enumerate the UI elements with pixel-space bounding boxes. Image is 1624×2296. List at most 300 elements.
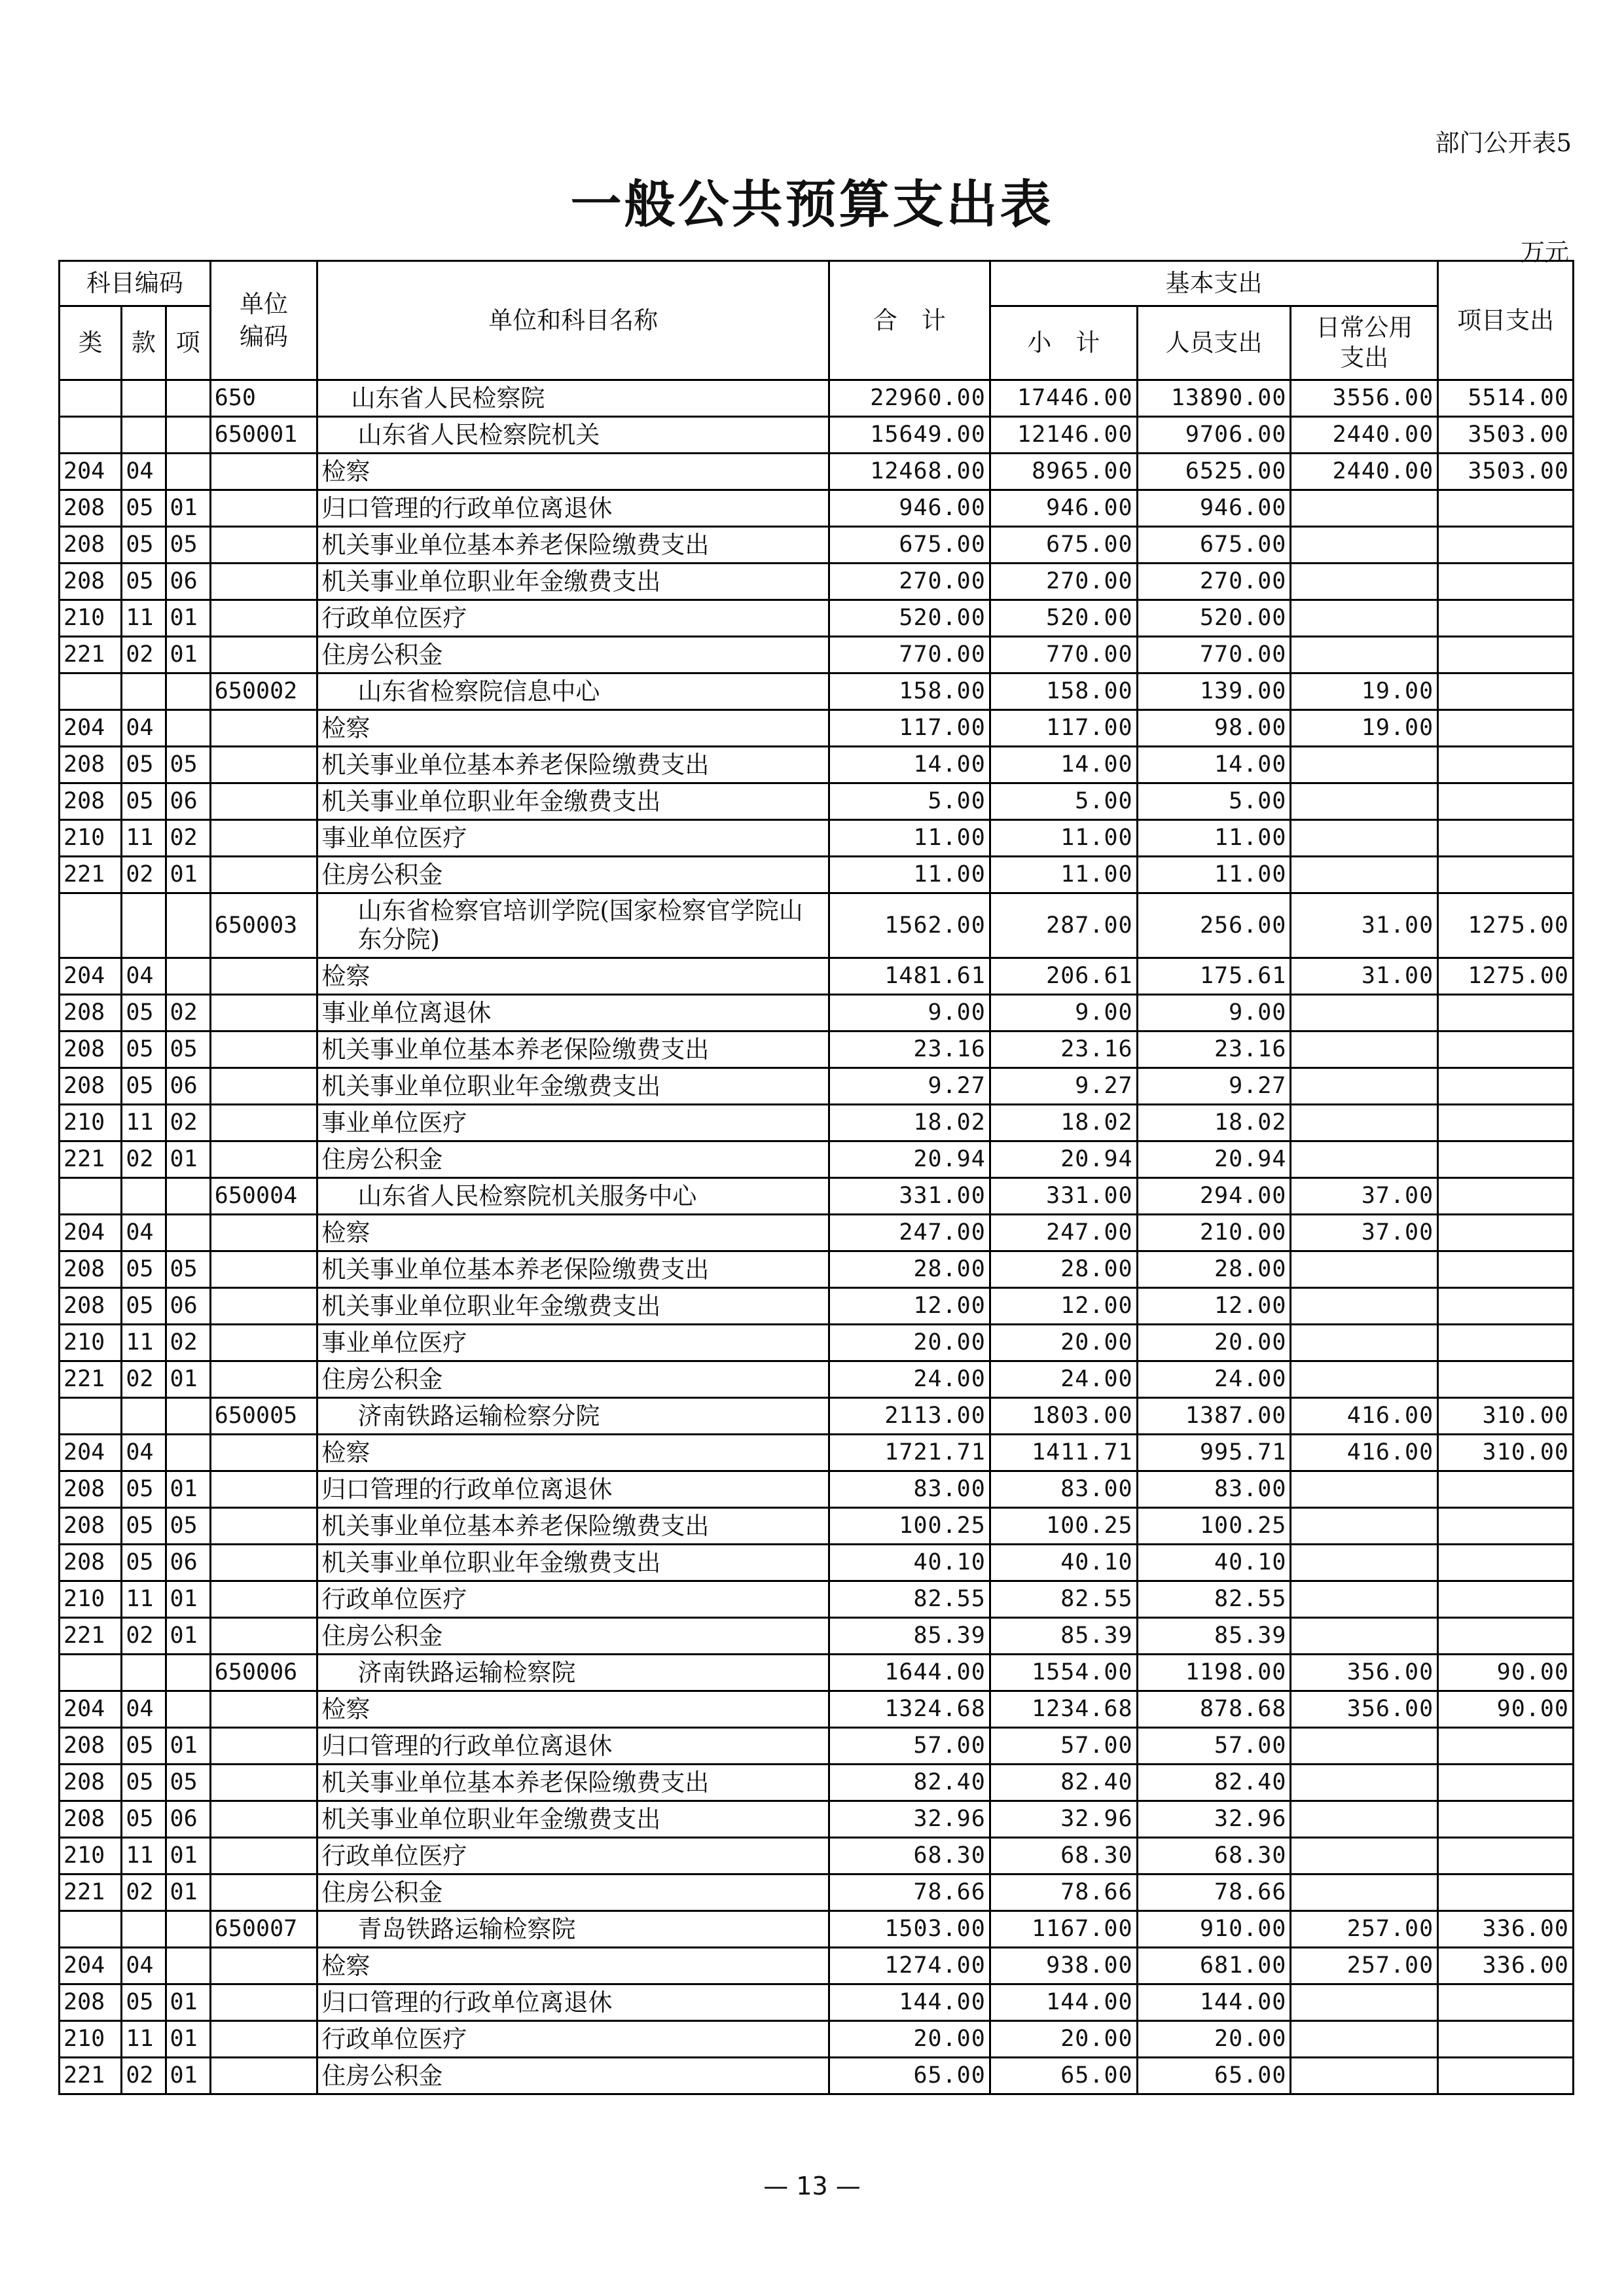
- cell-personnel: 23.16: [1137, 1031, 1291, 1068]
- cell-xiang: [166, 1215, 210, 1251]
- cell-project: [1438, 1874, 1574, 1911]
- cell-total: 11.00: [829, 857, 990, 893]
- cell-project: [1438, 673, 1574, 710]
- cell-unit-code: [210, 490, 317, 527]
- cell-personnel: 14.00: [1137, 747, 1291, 783]
- table-row: [60, 1874, 1574, 1911]
- cell-project: [1438, 637, 1574, 673]
- cell-xiang: 01: [166, 490, 210, 527]
- cell-lei: 204: [60, 1948, 122, 1984]
- table-row: [60, 1141, 1574, 1178]
- cell-xiang: 06: [166, 564, 210, 600]
- cell-project: 310.00: [1438, 1398, 1574, 1435]
- cell-project: [1438, 747, 1574, 783]
- cell-total: 1721.71: [829, 1435, 990, 1471]
- cell-public: 19.00: [1291, 710, 1438, 747]
- cell-public: [1291, 820, 1438, 857]
- cell-personnel: 1198.00: [1137, 1655, 1291, 1691]
- cell-lei: [60, 1398, 122, 1435]
- cell-subtotal: 520.00: [990, 600, 1137, 637]
- table-row: [60, 673, 1574, 710]
- cell-lei: 208: [60, 1251, 122, 1288]
- cell-name: 事业单位离退休: [317, 995, 829, 1031]
- cell-xiang: 05: [166, 527, 210, 564]
- table-row: [60, 1435, 1574, 1471]
- cell-xiang: [166, 1398, 210, 1435]
- cell-public: 37.00: [1291, 1215, 1438, 1251]
- header-project: 项目支出: [1438, 261, 1574, 380]
- cell-name: 住房公积金: [317, 1361, 829, 1398]
- cell-name: 行政单位医疗: [317, 2021, 829, 2058]
- cell-name: 山东省检察官培训学院(国家检察官学院山东分院): [317, 893, 829, 958]
- budget-table: [58, 260, 1574, 2095]
- cell-project: [1438, 1361, 1574, 1398]
- cell-subtotal: 18.02: [990, 1105, 1137, 1141]
- cell-personnel: 13890.00: [1137, 380, 1291, 417]
- cell-lei: 208: [60, 1984, 122, 2021]
- cell-public: [1291, 1508, 1438, 1545]
- cell-project: [1438, 1545, 1574, 1581]
- table-row: [60, 1948, 1574, 1984]
- cell-name: 山东省检察院信息中心: [317, 673, 829, 710]
- cell-personnel: 139.00: [1137, 673, 1291, 710]
- cell-public: [1291, 1031, 1438, 1068]
- table-row: [60, 710, 1574, 747]
- cell-project: [1438, 1178, 1574, 1215]
- cell-name: 检察: [317, 1215, 829, 1251]
- cell-lei: [60, 673, 122, 710]
- cell-lei: 208: [60, 527, 122, 564]
- cell-unit-code: [210, 2058, 317, 2094]
- header-kuan: 款: [122, 306, 166, 380]
- cell-subtotal: 12146.00: [990, 417, 1137, 454]
- cell-public: [1291, 1838, 1438, 1874]
- cell-unit-code: 650007: [210, 1911, 317, 1948]
- cell-kuan: 05: [122, 527, 166, 564]
- cell-total: 57.00: [829, 1728, 990, 1765]
- cell-subtotal: 68.30: [990, 1838, 1137, 1874]
- cell-project: [1438, 1765, 1574, 1801]
- cell-public: [1291, 1874, 1438, 1911]
- table-row: [60, 417, 1574, 454]
- cell-name: 住房公积金: [317, 1141, 829, 1178]
- cell-unit-code: [210, 1801, 317, 1838]
- cell-lei: [60, 417, 122, 454]
- cell-total: 1562.00: [829, 893, 990, 958]
- cell-personnel: 5.00: [1137, 783, 1291, 820]
- cell-total: 158.00: [829, 673, 990, 710]
- cell-personnel: 1387.00: [1137, 1398, 1291, 1435]
- cell-kuan: 02: [122, 637, 166, 673]
- cell-kuan: 05: [122, 783, 166, 820]
- cell-lei: 204: [60, 1215, 122, 1251]
- cell-xiang: 01: [166, 1618, 210, 1655]
- cell-kuan: [122, 1178, 166, 1215]
- cell-unit-code: [210, 1068, 317, 1105]
- table-row: [60, 820, 1574, 857]
- cell-project: [1438, 1141, 1574, 1178]
- cell-unit-code: [210, 1508, 317, 1545]
- cell-project: [1438, 1508, 1574, 1545]
- table-row: [60, 1691, 1574, 1728]
- cell-name: 归口管理的行政单位离退休: [317, 1728, 829, 1765]
- cell-unit-code: [210, 1215, 317, 1251]
- cell-subtotal: 82.55: [990, 1581, 1137, 1618]
- cell-unit-code: [210, 1728, 317, 1765]
- cell-name: 机关事业单位基本养老保险缴费支出: [317, 747, 829, 783]
- cell-subtotal: 82.40: [990, 1765, 1137, 1801]
- cell-unit-code: [210, 1545, 317, 1581]
- table-row: [60, 1215, 1574, 1251]
- cell-xiang: 01: [166, 600, 210, 637]
- header-name: 单位和科目名称: [317, 261, 829, 380]
- cell-lei: 221: [60, 857, 122, 893]
- cell-public: [1291, 1141, 1438, 1178]
- cell-subtotal: 17446.00: [990, 380, 1137, 417]
- cell-project: 1275.00: [1438, 893, 1574, 958]
- table-row: [60, 1618, 1574, 1655]
- cell-lei: 221: [60, 1874, 122, 1911]
- cell-total: 2113.00: [829, 1398, 990, 1435]
- cell-project: [1438, 1288, 1574, 1325]
- cell-total: 83.00: [829, 1471, 990, 1508]
- cell-xiang: [166, 958, 210, 995]
- cell-lei: 210: [60, 1581, 122, 1618]
- table-row: [60, 1545, 1574, 1581]
- cell-project: 336.00: [1438, 1948, 1574, 1984]
- cell-public: 3556.00: [1291, 380, 1438, 417]
- cell-total: 100.25: [829, 1508, 990, 1545]
- cell-xiang: 01: [166, 1874, 210, 1911]
- cell-lei: 221: [60, 2058, 122, 2094]
- cell-personnel: 18.02: [1137, 1105, 1291, 1141]
- cell-kuan: 04: [122, 958, 166, 995]
- cell-public: [1291, 1471, 1438, 1508]
- cell-total: 14.00: [829, 747, 990, 783]
- cell-kuan: 02: [122, 2058, 166, 2094]
- cell-kuan: [122, 417, 166, 454]
- cell-name: 事业单位医疗: [317, 1105, 829, 1141]
- cell-subtotal: 1803.00: [990, 1398, 1137, 1435]
- cell-public: [1291, 783, 1438, 820]
- cell-project: [1438, 1801, 1574, 1838]
- cell-total: 675.00: [829, 527, 990, 564]
- cell-public: [1291, 747, 1438, 783]
- cell-total: 32.96: [829, 1801, 990, 1838]
- cell-xiang: 02: [166, 1325, 210, 1361]
- cell-project: [1438, 564, 1574, 600]
- cell-personnel: 946.00: [1137, 490, 1291, 527]
- header-xiang: 项: [166, 306, 210, 380]
- cell-subtotal: 57.00: [990, 1728, 1137, 1765]
- cell-subtotal: 9.27: [990, 1068, 1137, 1105]
- cell-total: 82.55: [829, 1581, 990, 1618]
- table-row: [60, 1471, 1574, 1508]
- table-row: [60, 958, 1574, 995]
- cell-total: 247.00: [829, 1215, 990, 1251]
- cell-lei: 208: [60, 564, 122, 600]
- cell-project: [1438, 820, 1574, 857]
- cell-name: 机关事业单位基本养老保险缴费支出: [317, 1031, 829, 1068]
- cell-xiang: 01: [166, 1838, 210, 1874]
- cell-kuan: 11: [122, 1105, 166, 1141]
- cell-kuan: [122, 673, 166, 710]
- cell-total: 331.00: [829, 1178, 990, 1215]
- cell-total: 65.00: [829, 2058, 990, 2094]
- cell-public: [1291, 995, 1438, 1031]
- cell-lei: 208: [60, 1068, 122, 1105]
- table-row: [60, 2021, 1574, 2058]
- cell-personnel: 57.00: [1137, 1728, 1291, 1765]
- cell-xiang: 01: [166, 2021, 210, 2058]
- cell-lei: 208: [60, 783, 122, 820]
- cell-name: 住房公积金: [317, 637, 829, 673]
- cell-public: 31.00: [1291, 958, 1438, 995]
- cell-unit-code: 650005: [210, 1398, 317, 1435]
- cell-kuan: 02: [122, 857, 166, 893]
- cell-project: [1438, 490, 1574, 527]
- cell-personnel: 144.00: [1137, 1984, 1291, 2021]
- cell-unit-code: [210, 454, 317, 490]
- cell-lei: 208: [60, 1031, 122, 1068]
- cell-kuan: 05: [122, 1765, 166, 1801]
- cell-name: 事业单位医疗: [317, 820, 829, 857]
- cell-subtotal: 20.00: [990, 1325, 1137, 1361]
- cell-public: [1291, 1581, 1438, 1618]
- table-body: [60, 380, 1574, 2094]
- cell-xiang: 06: [166, 1288, 210, 1325]
- cell-kuan: 05: [122, 1728, 166, 1765]
- cell-lei: 210: [60, 600, 122, 637]
- cell-kuan: 05: [122, 1508, 166, 1545]
- cell-unit-code: [210, 1838, 317, 1874]
- cell-subtotal: 83.00: [990, 1471, 1137, 1508]
- cell-xiang: 01: [166, 1728, 210, 1765]
- table-label: 部门公开表5: [1435, 129, 1572, 157]
- cell-personnel: 65.00: [1137, 2058, 1291, 2094]
- cell-name: 机关事业单位职业年金缴费支出: [317, 1801, 829, 1838]
- cell-name: 行政单位医疗: [317, 600, 829, 637]
- cell-project: 5514.00: [1438, 380, 1574, 417]
- cell-kuan: 05: [122, 1068, 166, 1105]
- cell-name: 机关事业单位职业年金缴费支出: [317, 783, 829, 820]
- cell-personnel: 770.00: [1137, 637, 1291, 673]
- cell-total: 1644.00: [829, 1655, 990, 1691]
- cell-unit-code: [210, 1031, 317, 1068]
- cell-kuan: 02: [122, 1361, 166, 1398]
- cell-subtotal: 100.25: [990, 1508, 1137, 1545]
- table-row: [60, 490, 1574, 527]
- cell-project: [1438, 1471, 1574, 1508]
- cell-xiang: 01: [166, 1471, 210, 1508]
- cell-total: 9.00: [829, 995, 990, 1031]
- cell-name: 机关事业单位基本养老保险缴费支出: [317, 527, 829, 564]
- cell-project: [1438, 2021, 1574, 2058]
- table-row: [60, 1105, 1574, 1141]
- cell-xiang: 02: [166, 820, 210, 857]
- cell-subtotal: 158.00: [990, 673, 1137, 710]
- cell-lei: 208: [60, 1288, 122, 1325]
- cell-lei: 208: [60, 1765, 122, 1801]
- cell-total: 20.00: [829, 1325, 990, 1361]
- cell-public: 257.00: [1291, 1948, 1438, 1984]
- cell-subtotal: 23.16: [990, 1031, 1137, 1068]
- cell-public: [1291, 527, 1438, 564]
- cell-name: 机关事业单位基本养老保险缴费支出: [317, 1765, 829, 1801]
- cell-personnel: 98.00: [1137, 710, 1291, 747]
- cell-lei: 204: [60, 454, 122, 490]
- cell-lei: 210: [60, 820, 122, 857]
- cell-personnel: 85.39: [1137, 1618, 1291, 1655]
- cell-subtotal: 206.61: [990, 958, 1137, 995]
- cell-xiang: [166, 673, 210, 710]
- cell-public: [1291, 564, 1438, 600]
- cell-kuan: 04: [122, 1948, 166, 1984]
- cell-personnel: 20.00: [1137, 1325, 1291, 1361]
- cell-personnel: 78.66: [1137, 1874, 1291, 1911]
- cell-xiang: [166, 710, 210, 747]
- cell-public: [1291, 2021, 1438, 2058]
- cell-name: 机关事业单位基本养老保险缴费支出: [317, 1508, 829, 1545]
- cell-project: [1438, 1728, 1574, 1765]
- cell-subtotal: 12.00: [990, 1288, 1137, 1325]
- cell-total: 68.30: [829, 1838, 990, 1874]
- cell-xiang: [166, 1948, 210, 1984]
- table-header: [60, 261, 1574, 380]
- cell-xiang: 01: [166, 1581, 210, 1618]
- table-row: [60, 995, 1574, 1031]
- cell-xiang: 05: [166, 1251, 210, 1288]
- table-row: [60, 1068, 1574, 1105]
- cell-kuan: 04: [122, 454, 166, 490]
- cell-unit-code: [210, 1948, 317, 1984]
- cell-unit-code: 650006: [210, 1655, 317, 1691]
- cell-personnel: 100.25: [1137, 1508, 1291, 1545]
- cell-lei: [60, 1655, 122, 1691]
- cell-kuan: [122, 893, 166, 958]
- cell-total: 1481.61: [829, 958, 990, 995]
- cell-lei: [60, 1911, 122, 1948]
- cell-xiang: 05: [166, 1508, 210, 1545]
- cell-personnel: 82.55: [1137, 1581, 1291, 1618]
- cell-project: [1438, 1838, 1574, 1874]
- cell-total: 24.00: [829, 1361, 990, 1398]
- cell-unit-code: [210, 1765, 317, 1801]
- cell-personnel: 32.96: [1137, 1801, 1291, 1838]
- table-row: [60, 1398, 1574, 1435]
- cell-name: 山东省人民检察院机关: [317, 417, 829, 454]
- cell-name: 归口管理的行政单位离退休: [317, 1984, 829, 2021]
- cell-public: 2440.00: [1291, 454, 1438, 490]
- cell-lei: 210: [60, 1838, 122, 1874]
- cell-project: [1438, 710, 1574, 747]
- table-row: [60, 380, 1574, 417]
- cell-unit-code: [210, 958, 317, 995]
- table-row: [60, 1361, 1574, 1398]
- cell-personnel: 681.00: [1137, 1948, 1291, 1984]
- cell-public: 416.00: [1291, 1435, 1438, 1471]
- cell-personnel: 9.00: [1137, 995, 1291, 1031]
- cell-unit-code: [210, 1471, 317, 1508]
- cell-kuan: 02: [122, 1141, 166, 1178]
- cell-kuan: 11: [122, 1838, 166, 1874]
- cell-subtotal: 331.00: [990, 1178, 1137, 1215]
- cell-personnel: 878.68: [1137, 1691, 1291, 1728]
- cell-project: [1438, 1068, 1574, 1105]
- cell-xiang: 05: [166, 1765, 210, 1801]
- cell-total: 770.00: [829, 637, 990, 673]
- cell-unit-code: [210, 820, 317, 857]
- cell-total: 20.00: [829, 2021, 990, 2058]
- cell-kuan: [122, 380, 166, 417]
- cell-personnel: 520.00: [1137, 600, 1291, 637]
- cell-kuan: 11: [122, 600, 166, 637]
- header-total: 合 计: [829, 261, 990, 380]
- cell-public: 37.00: [1291, 1178, 1438, 1215]
- cell-name: 住房公积金: [317, 857, 829, 893]
- cell-xiang: 01: [166, 637, 210, 673]
- cell-xiang: 06: [166, 1545, 210, 1581]
- cell-name: 山东省人民检察院: [317, 380, 829, 417]
- cell-subtotal: 946.00: [990, 490, 1137, 527]
- cell-total: 85.39: [829, 1618, 990, 1655]
- cell-kuan: [122, 1911, 166, 1948]
- cell-name: 住房公积金: [317, 1874, 829, 1911]
- table-row: [60, 1838, 1574, 1874]
- cell-unit-code: [210, 783, 317, 820]
- cell-xiang: [166, 454, 210, 490]
- cell-unit-code: 650001: [210, 417, 317, 454]
- cell-name: 归口管理的行政单位离退休: [317, 490, 829, 527]
- table-row: [60, 527, 1574, 564]
- cell-personnel: 12.00: [1137, 1288, 1291, 1325]
- cell-unit-code: 650004: [210, 1178, 317, 1215]
- cell-personnel: 40.10: [1137, 1545, 1291, 1581]
- cell-name: 检察: [317, 1948, 829, 1984]
- cell-kuan: 05: [122, 564, 166, 600]
- header-public-text: 日常公用支出: [1316, 314, 1413, 372]
- cell-unit-code: [210, 1141, 317, 1178]
- table-row: [60, 1325, 1574, 1361]
- cell-name: 机关事业单位职业年金缴费支出: [317, 564, 829, 600]
- cell-personnel: 995.71: [1137, 1435, 1291, 1471]
- cell-name: 机关事业单位职业年金缴费支出: [317, 1068, 829, 1105]
- cell-public: [1291, 1361, 1438, 1398]
- table-row: [60, 1178, 1574, 1215]
- cell-kuan: 05: [122, 1031, 166, 1068]
- cell-xiang: 01: [166, 1361, 210, 1398]
- cell-personnel: 24.00: [1137, 1361, 1291, 1398]
- table-row: [60, 783, 1574, 820]
- cell-total: 78.66: [829, 1874, 990, 1911]
- cell-kuan: 05: [122, 1251, 166, 1288]
- cell-lei: 208: [60, 1728, 122, 1765]
- cell-xiang: [166, 893, 210, 958]
- cell-lei: [60, 1178, 122, 1215]
- unit-label: 万元: [1521, 238, 1569, 266]
- cell-public: [1291, 1105, 1438, 1141]
- cell-project: [1438, 527, 1574, 564]
- header-unit-code: [210, 261, 317, 380]
- cell-name: 事业单位医疗: [317, 1325, 829, 1361]
- cell-unit-code: 650003: [210, 893, 317, 958]
- cell-personnel: 675.00: [1137, 527, 1291, 564]
- cell-total: 18.02: [829, 1105, 990, 1141]
- cell-public: 31.00: [1291, 893, 1438, 958]
- cell-xiang: 06: [166, 1801, 210, 1838]
- header-lei: 类: [60, 306, 122, 380]
- cell-project: 310.00: [1438, 1435, 1574, 1471]
